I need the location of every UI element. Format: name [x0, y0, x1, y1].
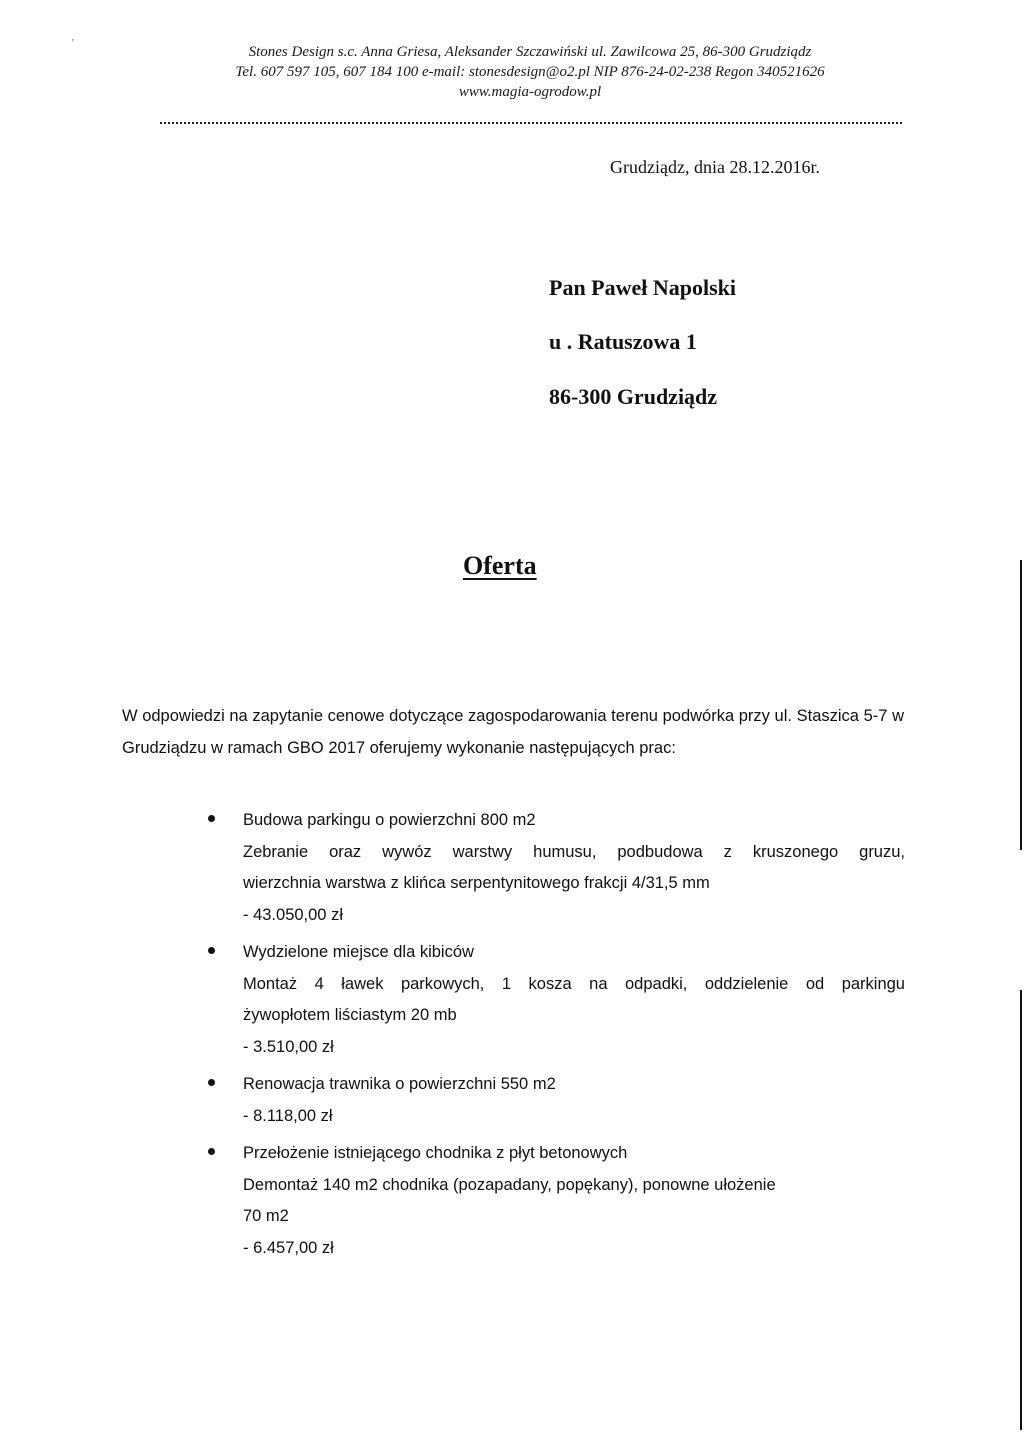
scan-speck: '	[72, 38, 74, 49]
scan-edge-shadow	[1020, 990, 1022, 1430]
letterhead-website-link[interactable]: www.magia-ogrodow.pl	[458, 84, 602, 100]
scan-edge-shadow	[1020, 560, 1022, 850]
offer-item-price: - 43.050,00 zł	[243, 905, 343, 924]
bullet-icon	[208, 1079, 215, 1086]
bullet-icon	[208, 815, 215, 822]
offer-item-pavement	[205, 1138, 905, 1264]
offer-item-price: - 6.457,00 zł	[243, 1238, 334, 1257]
offer-item-heading: Przełożenie istniejącego chodnika z płyt betonowych	[243, 1144, 628, 1162]
offer-item-description: Montaż 4 ławek parkowych, 1 kosza na odpadki, oddzielenie od parkingu	[243, 974, 905, 993]
document-title: Oferta	[463, 551, 537, 580]
letterhead-contact-line: Tel. 607 597 105, 607 184 100 e-mail: stonesdesign@o2.pl NIP 876-24-02-238 Regon 340521626	[235, 64, 825, 80]
offer-item-price: - 3.510,00 zł	[243, 1037, 334, 1056]
letterhead-company-line: Stones Design s.c. Anna Griesa, Aleksander Szczawiński ul. Zawilcowa 25, 86-300 Grudziądz	[248, 44, 812, 60]
offer-item-heading: Renowacja trawnika o powierzchni 550 m2	[243, 1075, 556, 1093]
offer-item-description: Zebranie oraz wywóz warstwy humusu, podbudowa z kruszonego gruzu,	[243, 842, 905, 861]
offer-item-lawn	[205, 1069, 905, 1132]
document-date: Grudziądz, dnia 28.12.2016r.	[610, 157, 820, 177]
offer-item-description: Demontaż 140 m2 chodnika (pozapadany, popękany), ponowne ułożenie	[243, 1175, 776, 1194]
letterhead	[150, 42, 910, 102]
bullet-icon	[208, 947, 215, 954]
letterhead-divider	[160, 122, 902, 124]
bullet-icon	[208, 1148, 215, 1155]
addressee-name: Pan Paweł Napolski	[549, 275, 737, 300]
offer-item-parking	[205, 805, 905, 931]
offer-item-heading: Budowa parkingu o powierzchni 800 m2	[243, 811, 536, 829]
offer-item-heading: Wydzielone miejsce dla kibiców	[243, 943, 474, 961]
offer-item-description: żywopłotem liściastym 20 mb	[243, 1006, 457, 1024]
intro-paragraph: W odpowiedzi na zapytanie cenowe dotyczące zagospodarowania terenu podwórka przy ul. Staszica 5-7 w Grudziądzu w ramach GBO 2017 oferujemy wykonanie następujących prac:	[122, 707, 904, 757]
offer-items-list	[205, 805, 905, 1270]
addressee-street: u . Ratuszowa 1	[549, 329, 697, 354]
offer-item-description: wierzchnia warstwa z klińca serpentynitowego frakcji 4/31,5 mm	[243, 874, 710, 892]
offer-item-fan-zone	[205, 937, 905, 1063]
offer-item-price: - 8.118,00 zł	[243, 1106, 333, 1125]
offer-item-description: 70 m2	[243, 1207, 289, 1225]
addressee-city: 86-300 Grudziądz	[549, 384, 718, 409]
